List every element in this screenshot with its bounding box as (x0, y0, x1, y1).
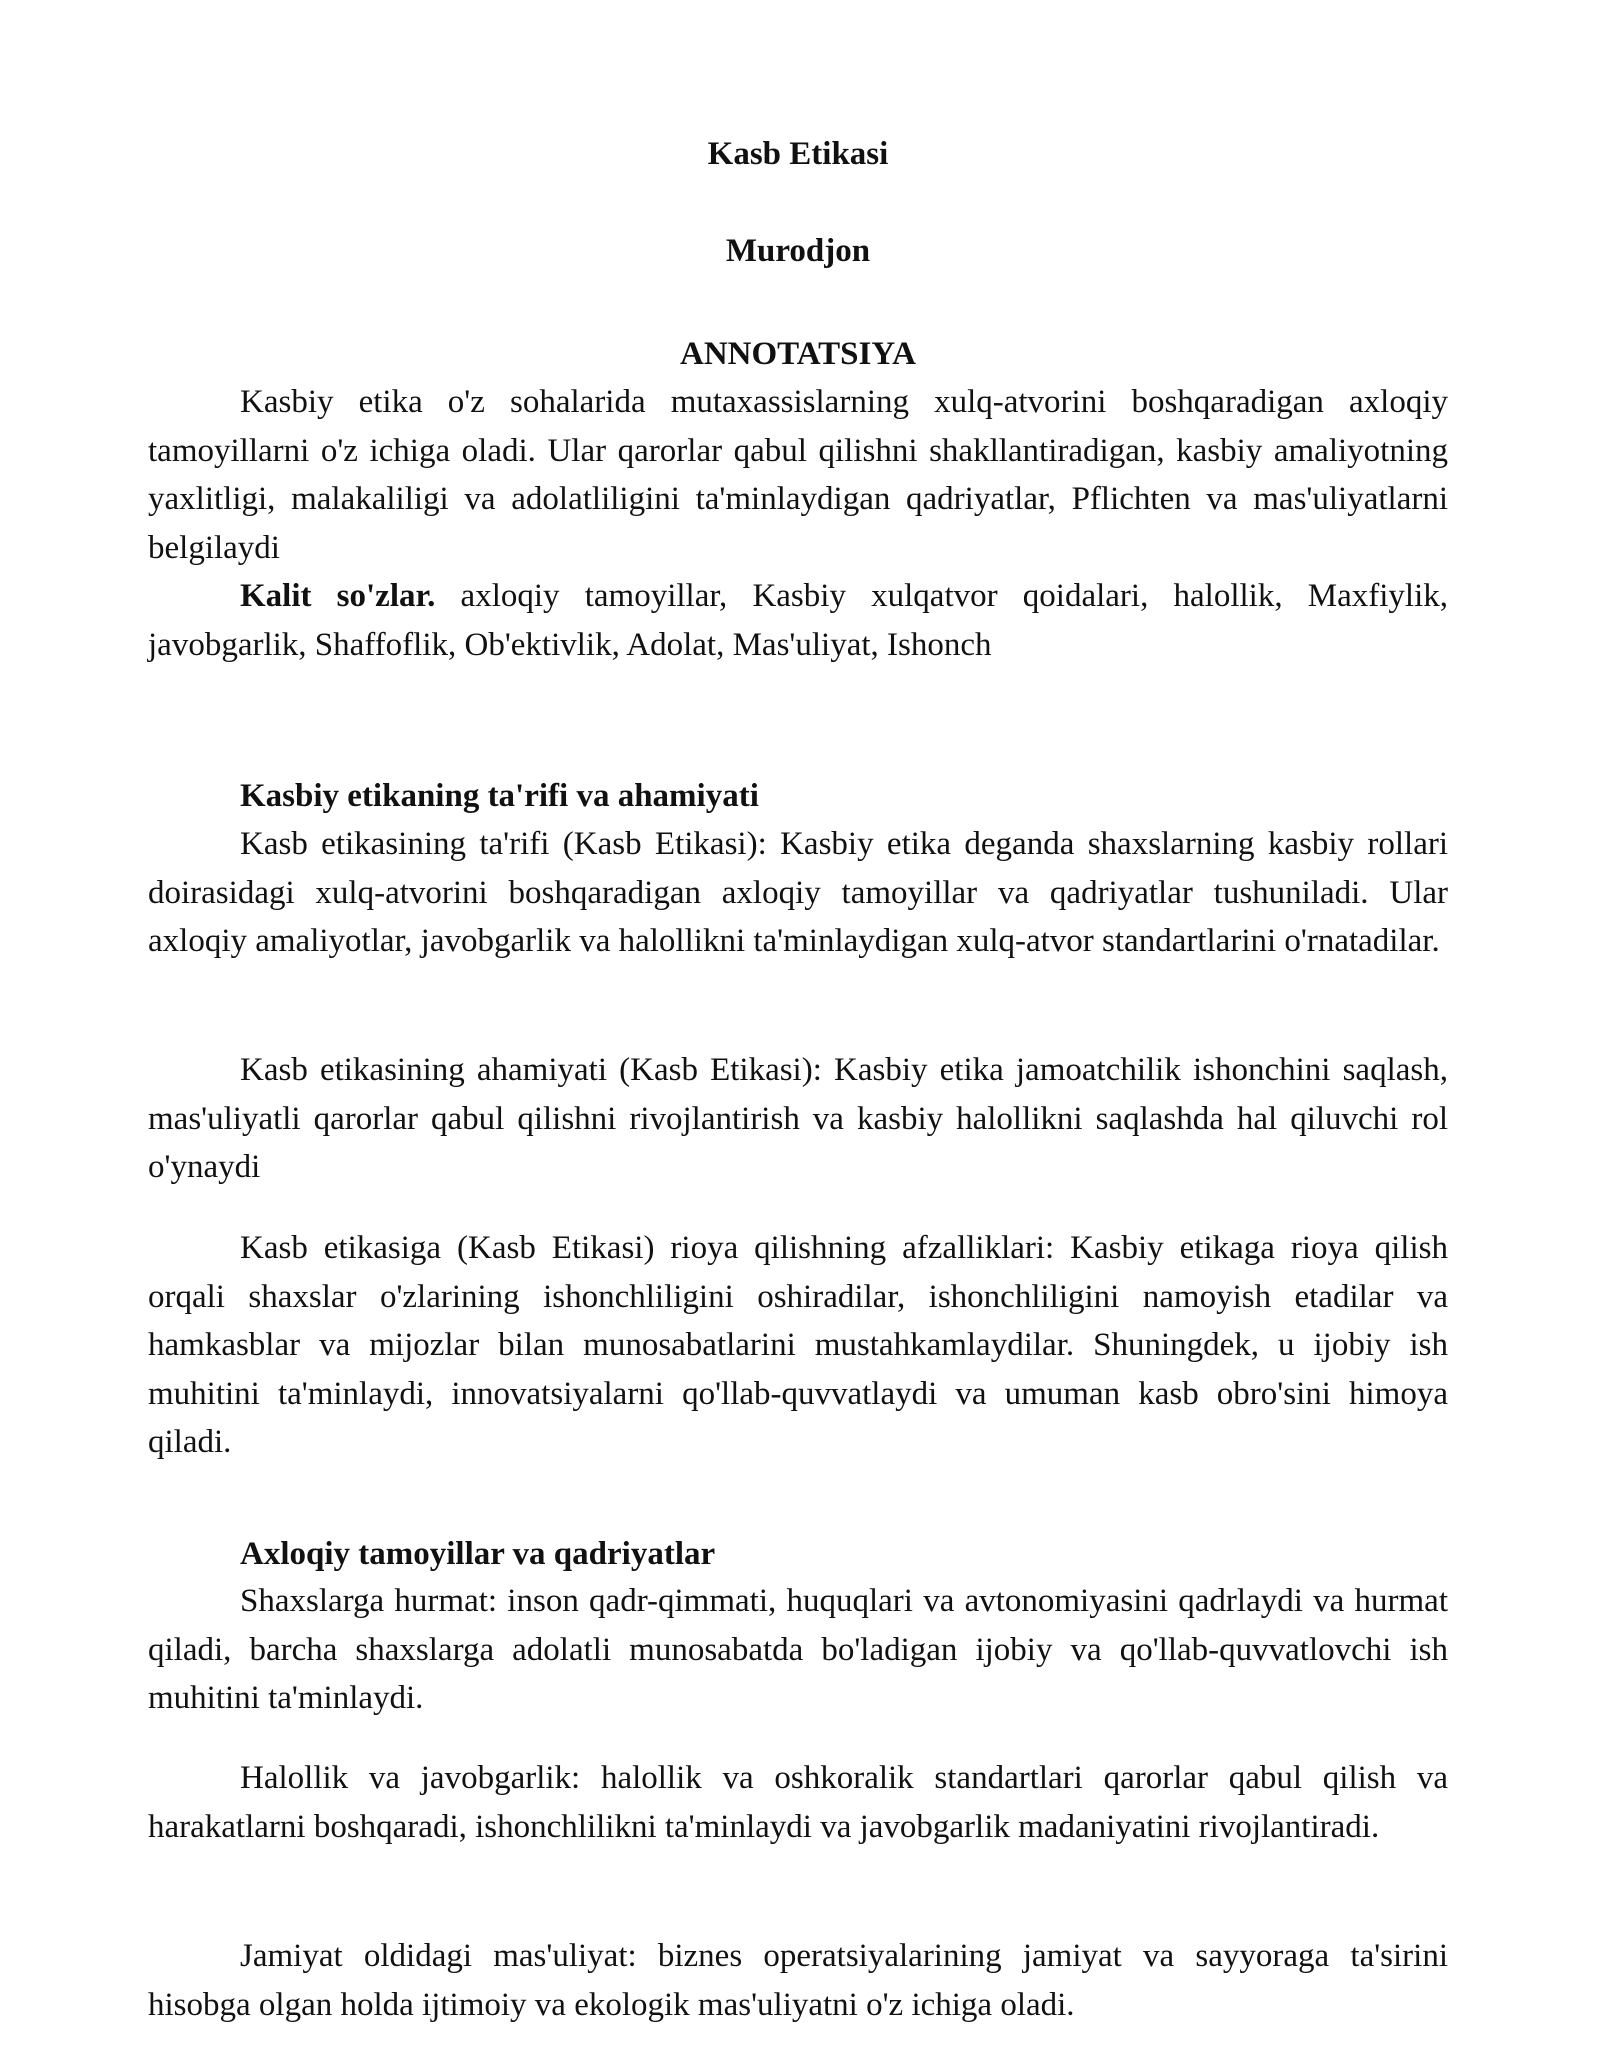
section1-paragraph-definition: Kasb etikasining ta'rifi (Kasb Etikasi): Kasbiy etika deganda shaxslarning kasbiy rollari doirasidagi xulq-atvorini boshqaradigan axloqiy tamoyillar va qadriyatlar tushuniladi. Ular axloqiy amaliyotlar, javobgarlik va halollikni ta'minlaydigan xulq-atvor standartlarini o'rnatadilar. (148, 826, 1448, 959)
keywords-text: axloqiy tamoyillar, Kasbiy xulqatvor qoidalari, halollik, Maxfiylik, javobgarlik, Shaffoflik, Ob'ektivlik, Adolat, Mas'uliyat, Ishonch (148, 578, 1448, 663)
annotation-paragraph: Kasbiy etika o'z sohalarida mutaxassislarning xulq-atvorini boshqaradigan axloqiy tamoyillarni o'z ichiga oladi. Ular qarorlar qabul qilishni shakllantiradigan, kasbiy amaliyotning yaxlitligi, malakaliligi va adolatliligini ta'minlaydigan qadriyatlar, Pflichten va mas'uliyatlarni belgilaydi (148, 384, 1448, 566)
section-heading-principles: Axloqiy tamoyillar va qadriyatlar (240, 1536, 716, 1572)
section-heading-definition: Kasbiy etikaning ta'rifi va ahamiyati (240, 778, 759, 814)
keywords-paragraph (148, 572, 1448, 669)
section2-paragraph-integrity: Halollik va javobgarlik: halollik va oshkoralik standartlari qarorlar qabul qilish va harakatlarni boshqaradi, ishonchlilikni ta'minlaydi va javobgarlik madaniyatini rivojlantiradi. (148, 1760, 1448, 1845)
section1-paragraph-importance: Kasb etikasining ahamiyati (Kasb Etikasi): Kasbiy etika jamoatchilik ishonchini saqlash, mas'uliyatli qarorlar qabul qilishni rivojlantirish va kasbiy halollikni saqlashda hal qiluvchi rol o'ynaydi (148, 1052, 1448, 1185)
section2-paragraph-responsibility: Jamiyat oldidagi mas'uliyat: biznes operatsiyalarining jamiyat va sayyoraga ta'sirini hisobga olgan holda ijtimoiy va ekologik mas'uliyatni o'z ichiga oladi. (148, 1938, 1448, 2023)
section2-paragraph-respect: Shaxslarga hurmat: inson qadr-qimmati, huquqlari va avtonomiyasini qadrlaydi va hurmat qiladi, barcha shaxslarga adolatli munosabatda bo'ladigan ijobiy va qo'llab-quvvatlovchi ish muhitini ta'minlaydi. (148, 1583, 1448, 1716)
document-title: Kasb Etikasi (707, 136, 889, 172)
keywords-label: Kalit so'zlar. (240, 578, 436, 614)
document-author: Murodjon (725, 233, 871, 269)
section1-paragraph-benefits: Kasb etikasiga (Kasb Etikasi) rioya qilishning afzalliklari: Kasbiy etikaga rioya qilish orqali shaxslar o'zlarining ishonchliligini oshiradilar, ishonchliligini namoyish etadilar va hamkasblar va mijozlar bilan munosabatlarini mustahkamlaydilar. Shuningdek, u ijobiy ish muhitini ta'minlaydi, innovatsiyalarni qo'llab-quvvatlaydi va umuman kasb obro'sini himoya qiladi. (148, 1230, 1448, 1460)
annotation-heading: ANNOTATSIYA (680, 336, 916, 372)
